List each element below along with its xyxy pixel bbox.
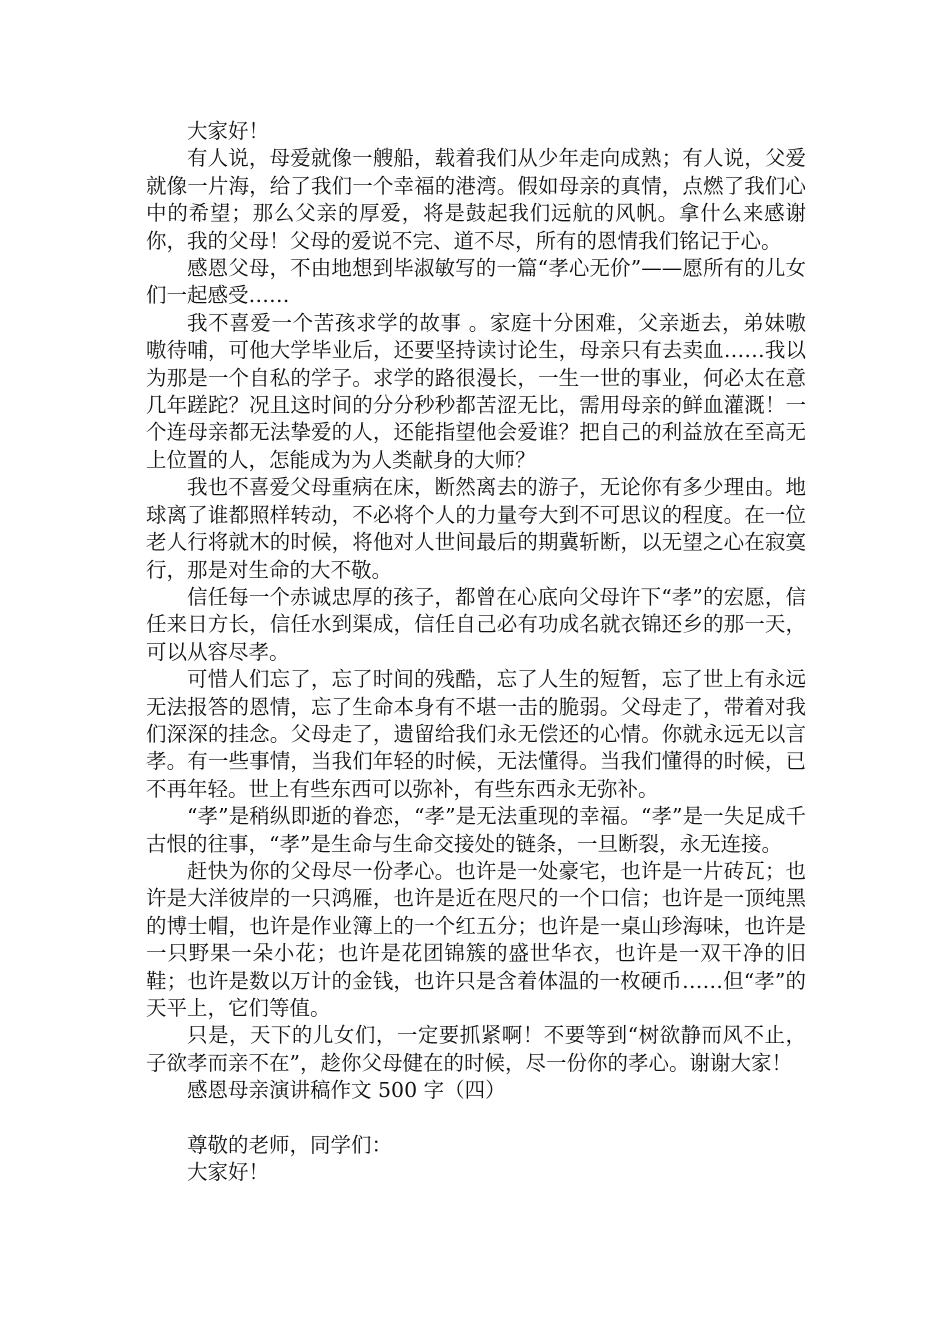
paragraph-3: 我不喜爱一个苦孩求学的故事 。家庭十分困难，父亲逝去，弟妹嗷嗷待哺，可他大学毕业后，还要坚持读讨论生，母亲只有去卖血……我以为那是一个自私的学子。求学的路很漫长，一生一世的事业，何必太在意几年蹉跎？况且这时间的分分秒秒都苦涩无比，需用母亲的鲜血灌溉！一个连母亲都无法挚爱的人，还能指望他会爱谁？把自己的利益放在至高无上位置的人，怎能成为为人类献身的大师？ — [146, 310, 806, 472]
paragraph-9: 只是，天下的儿女们，一定要抓紧啊！不要等到“树欲静而风不止，子欲孝而亲不在”，趁你父母健在的时候，尽一份你的孝心。谢谢大家！ — [146, 1023, 806, 1075]
greeting: 大家好！ — [187, 119, 269, 143]
paragraph-7: “孝”是稍纵即逝的眷恋，“孝”是无法重现的幸福。“孝”是一失足成千古恨的往事，“孝”是生命与生命交接处的链条，一旦断裂，永无连接。 — [146, 804, 806, 856]
section-heading: 感恩母亲演讲稿作文 500 字（四） — [187, 1078, 506, 1103]
paragraph-2: 感恩父母，不由地想到毕淑敏写的一篇“孝心无价”——愿所有的儿女们一起感受…… — [146, 256, 806, 308]
salutation: 尊敬的老师，同学们： — [187, 1133, 392, 1158]
greeting-2: 大家好！ — [187, 1160, 269, 1185]
paragraph-6: 可惜人们忘了，忘了时间的残酷，忘了人生的短暂，忘了世上有永远无法报答的恩情，忘了生命本身有不堪一击的脆弱。父母走了，带着对我们深深的挂念。父母走了，遗留给我们永无偿还的心情。你就永远无以言孝。有一些事情，当我们年轻的时候，无法懂得。当我们懂得的时候，已不再年轻。世上有些东西可以弥补，有些东西永无弥补。 — [146, 667, 806, 801]
paragraph-5: 信任每一个赤诚忠厚的孩子，都曾在心底向父母许下“孝”的宏愿，信任来日方长，信任水到渠成，信任自己必有功成名就衣锦还乡的那一天，可以从容尽孝。 — [146, 584, 806, 664]
paragraph-1: 有人说，母爱就像一艘船，载着我们从少年走向成熟；有人说，父爱就像一片海，给了我们一个幸福的港湾。假如母亲的真情，点燃了我们心中的希望；那么父亲的厚爱，将是鼓起我们远航的风帆。拿什么来感谢你，我的父母！父母的爱说不完、道不尽，所有的恩情我们铭记于心。 — [146, 146, 806, 253]
document-page — [146, 118, 806, 1187]
blank-line — [146, 1105, 806, 1132]
paragraph-4: 我也不喜爱父母重病在床，断然离去的游子，无论你有多少理由。地球离了谁都照样转动，不必将个人的力量夸大到不可思议的程度。在一位老人行将就木的时候，将他对人世间最后的期冀斩断，以无望之心在寂寞行，那是对生命的大不敬。 — [146, 475, 806, 582]
paragraph-8: 赶快为你的父母尽一份孝心。也许是一处豪宅，也许是一片砖瓦；也许是大洋彼岸的一只鸿雁，也许是近在咫尺的一个口信；也许是一顶纯黑的博士帽，也许是作业簿上的一个红五分；也许是一桌山珍海味，也许是一只野果一朵小花；也许是花团锦簇的盛世华衣，也许是一双干净的旧鞋；也许是数以万计的金钱，也许只是含着体温的一枚硬币……但“孝”的天平上，它们等值。 — [146, 858, 806, 1020]
